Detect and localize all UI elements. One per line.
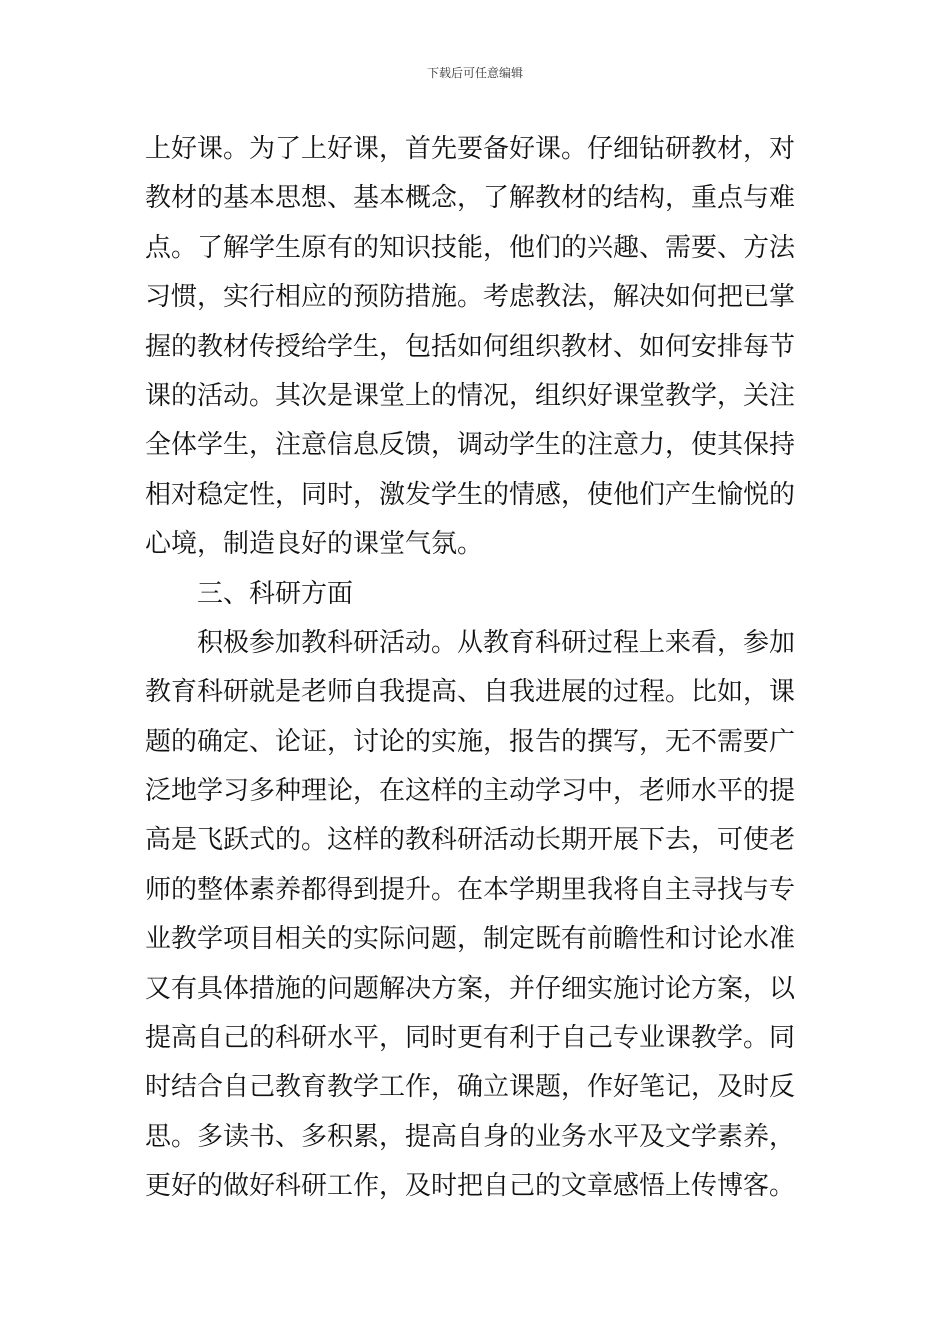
text-line: 心境，制造良好的课堂气氛。 [145, 529, 484, 560]
page-header-note: 下载后可任意编辑 [426, 66, 523, 80]
text-line: 业教学项目相关的实际问题，制定既有前瞻性和讨论水准 [145, 924, 796, 955]
text-line: 习惯，实行相应的预防措施。考虑教法，解决如何把已掌 [145, 282, 796, 313]
text-line: 师的整体素养都得到提升。在本学期里我将自主寻找与专 [145, 874, 796, 905]
text-line: 又有具体措施的问题解决方案，并仔细实施讨论方案，以 [145, 973, 796, 1004]
text-line: 点。了解学生原有的知识技能，他们的兴趣、需要、方法 [145, 232, 796, 263]
text-line: 时结合自己教育教学工作，确立课题，作好笔记，及时反 [145, 1072, 796, 1103]
text-line: 题的确定、论证，讨论的实施，报告的撰写，无不需要广 [145, 726, 796, 757]
text-line: 相对稳定性，同时，激发学生的情感，使他们产生愉悦的 [145, 479, 796, 510]
body-text [145, 125, 815, 1212]
text-line: 上好课。为了上好课，首先要备好课。仔细钻研教材，对 [145, 134, 796, 164]
text-line: 握的教材传授给学生，包括如何组织教材、如何安排每节 [145, 331, 796, 362]
text-line: 全体学生，注意信息反馈，调动学生的注意力，使其保持 [145, 430, 796, 461]
text-line: 提高自己的科研水平，同时更有利于自己专业课教学。同 [145, 1023, 796, 1054]
text-line: 泛地学习多种理论，在这样的主动学习中，老师水平的提 [145, 776, 796, 807]
text-line: 教育科研就是老师自我提高、自我进展的过程。比如，课 [145, 677, 796, 708]
section-heading: 三、科研方面 [197, 578, 354, 609]
text-line: 教材的基本思想、基本概念，了解教材的结构，重点与难 [145, 183, 796, 214]
text-line: 思。多读书、多积累，提高自身的业务水平及文学素养， [145, 1121, 796, 1152]
text-line: 更好的做好科研工作，及时把自己的文章感悟上传博客。 [145, 1171, 796, 1202]
text-line: 积极参加教科研活动。从教育科研过程上来看，参加 [197, 627, 796, 658]
text-line: 高是飞跃式的。这样的教科研活动长期开展下去，可使老 [145, 825, 796, 856]
text-line: 课的活动。其次是课堂上的情况，组织好课堂教学，关注 [145, 380, 796, 411]
